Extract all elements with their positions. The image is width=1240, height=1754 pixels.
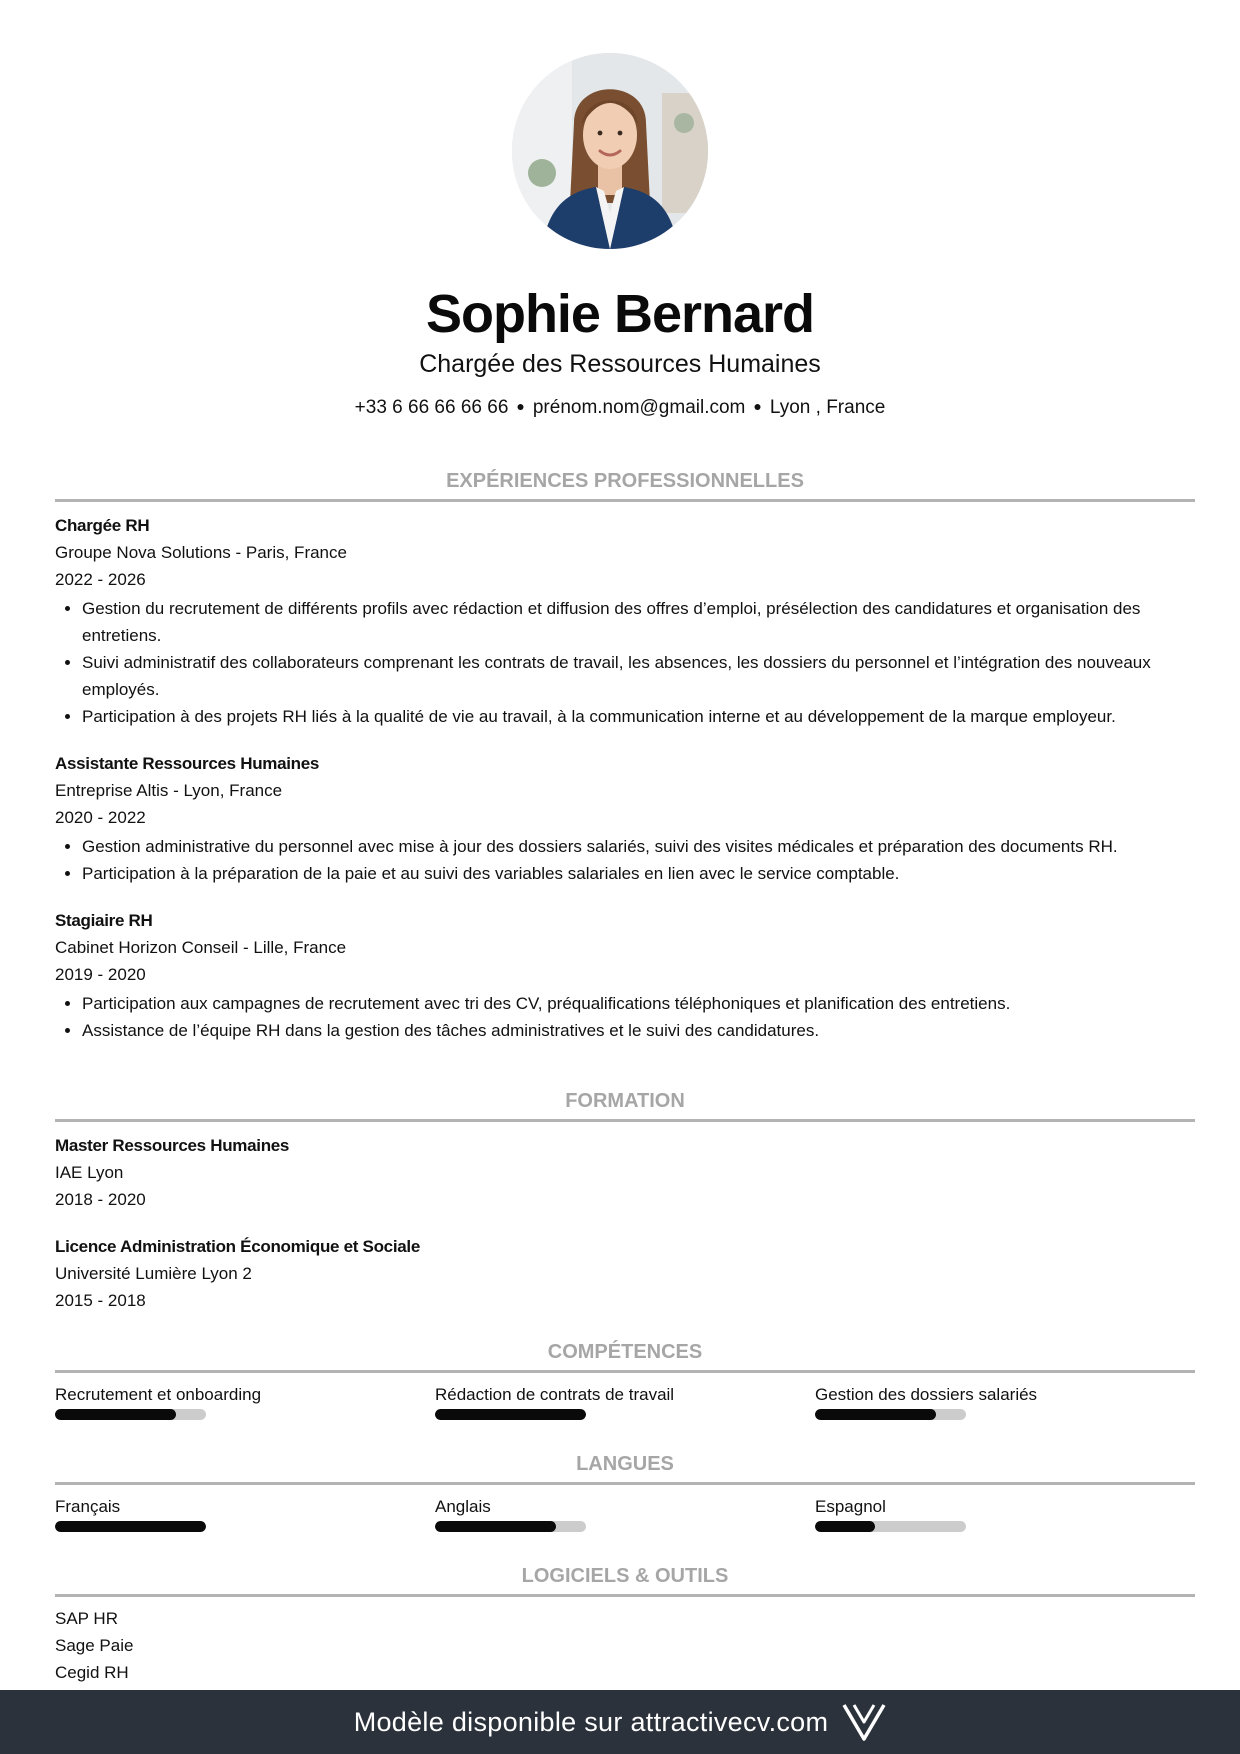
language-level-fill xyxy=(435,1521,556,1532)
education-section xyxy=(55,1088,1195,1314)
skills-section xyxy=(55,1339,1195,1420)
skill-level-bar xyxy=(435,1409,586,1420)
entry-school: IAE Lyon xyxy=(55,1163,124,1182)
entry-school: Université Lumière Lyon 2 xyxy=(55,1264,252,1283)
skill-level-fill xyxy=(815,1409,936,1420)
entry-dates: 2020 - 2022 xyxy=(55,808,146,827)
section-heading: FORMATION xyxy=(55,1088,1195,1122)
bullet-item: • Participation aux campagnes de recrutement avec tri des CV, préqualifications téléphoniques et planification des entretiens. xyxy=(82,990,1195,1017)
language-item xyxy=(435,1495,815,1532)
entry-bullets xyxy=(55,990,1195,1044)
entry-degree: Master Ressources Humaines xyxy=(55,1136,290,1155)
language-level-bar xyxy=(435,1521,586,1532)
language-label: Anglais xyxy=(435,1497,491,1516)
tool-item: Sage Paie xyxy=(55,1636,134,1655)
entry-bullets xyxy=(55,833,1195,887)
phone-number: +33 6 66 66 66 66 xyxy=(354,397,509,418)
profile-photo xyxy=(512,53,708,249)
attractivecv-v-logo-icon xyxy=(842,1702,886,1742)
language-level-bar xyxy=(815,1521,966,1532)
skill-level-bar xyxy=(815,1409,966,1420)
entry-dates: 2022 - 2026 xyxy=(55,570,146,589)
separator-dot: ● xyxy=(753,398,762,414)
language-label: Français xyxy=(55,1497,121,1516)
language-label: Espagnol xyxy=(815,1497,886,1516)
entry-dates: 2015 - 2018 xyxy=(55,1291,146,1310)
skills-row xyxy=(55,1383,1195,1420)
languages-row xyxy=(55,1495,1195,1532)
skill-label: Recrutement et onboarding xyxy=(55,1385,262,1404)
experience-entry xyxy=(55,907,1195,1044)
languages-section xyxy=(55,1451,1195,1532)
entry-bullets xyxy=(55,595,1195,730)
tool-item: Cegid RH xyxy=(55,1663,129,1682)
language-level-fill xyxy=(55,1521,206,1532)
candidate-name: Sophie Bernard xyxy=(425,284,815,344)
bullet-item: • Assistance de l’équipe RH dans la gestion des tâches administratives et le suivi des candidatures. xyxy=(82,1017,1195,1044)
entry-dates: 2018 - 2020 xyxy=(55,1190,146,1209)
section-heading: LANGUES xyxy=(55,1451,1195,1485)
language-level-fill xyxy=(815,1521,875,1532)
footer-banner[interactable] xyxy=(0,1690,1240,1754)
bullet-item: • Participation à des projets RH liés à la qualité de vie au travail, à la communication interne et au développement de la marque employeur. xyxy=(82,703,1195,730)
entry-company: Entreprise Altis - Lyon, France xyxy=(55,781,283,800)
candidate-job-title: Chargée des Ressources Humaines xyxy=(419,350,821,378)
email-address[interactable]: prénom.nom@gmail.com xyxy=(532,397,746,418)
entry-role: Chargée RH xyxy=(55,516,150,535)
tool-item: SAP HR xyxy=(55,1609,118,1628)
separator-dot: ● xyxy=(516,398,525,414)
entry-role: Assistante Ressources Humaines xyxy=(55,754,320,773)
bullet-item: • Gestion du recrutement de différents profils avec rédaction et diffusion des offres d’emploi, présélection des candidatures et organisation des entretiens. xyxy=(82,595,1195,649)
skill-label: Gestion des dossiers salariés xyxy=(815,1385,1038,1404)
bullet-item: • Gestion administrative du personnel avec mise à jour des dossiers salariés, suivi des visites médicales et préparation des documents RH. xyxy=(82,833,1195,860)
language-item xyxy=(815,1495,1195,1532)
skill-label: Rédaction de contrats de travail xyxy=(435,1385,675,1404)
experience-entry xyxy=(55,512,1195,730)
section-heading: COMPÉTENCES xyxy=(55,1339,1195,1373)
skill-item xyxy=(815,1383,1195,1420)
profile-photo-image xyxy=(512,53,708,249)
entry-company: Groupe Nova Solutions - Paris, France xyxy=(55,543,347,562)
bullet-item: • Participation à la préparation de la paie et au suivi des variables salariales en lien avec le service comptable. xyxy=(82,860,1195,887)
footer-text[interactable]: Modèle disponible sur attractivecv.com xyxy=(353,1706,829,1737)
bullet-item: • Suivi administratif des collaborateurs comprenant les contrats de travail, les absences, les dossiers du personnel et l’intégration des nouveaux employés. xyxy=(82,649,1195,703)
tools-list xyxy=(55,1605,1195,1686)
entry-degree: Licence Administration Économique et Sociale xyxy=(55,1237,420,1256)
section-heading: EXPÉRIENCES PROFESSIONNELLES xyxy=(55,468,1195,502)
skill-level-bar xyxy=(55,1409,206,1420)
entry-company: Cabinet Horizon Conseil - Lille, France xyxy=(55,938,347,957)
skill-item xyxy=(55,1383,435,1420)
education-entry xyxy=(55,1132,1195,1213)
section-heading: LOGICIELS & OUTILS xyxy=(55,1563,1195,1597)
skill-item xyxy=(435,1383,815,1420)
tools-section xyxy=(55,1563,1195,1686)
skill-level-fill xyxy=(55,1409,176,1420)
skill-level-fill xyxy=(435,1409,586,1420)
entry-role: Stagiaire RH xyxy=(55,911,153,930)
education-entry xyxy=(55,1233,1195,1314)
location: Lyon , France xyxy=(769,397,886,418)
experience-entry xyxy=(55,750,1195,887)
language-item xyxy=(55,1495,435,1532)
entry-dates: 2019 - 2020 xyxy=(55,965,146,984)
experience-section xyxy=(55,468,1195,1044)
contact-line xyxy=(0,393,1240,421)
language-level-bar xyxy=(55,1521,206,1532)
